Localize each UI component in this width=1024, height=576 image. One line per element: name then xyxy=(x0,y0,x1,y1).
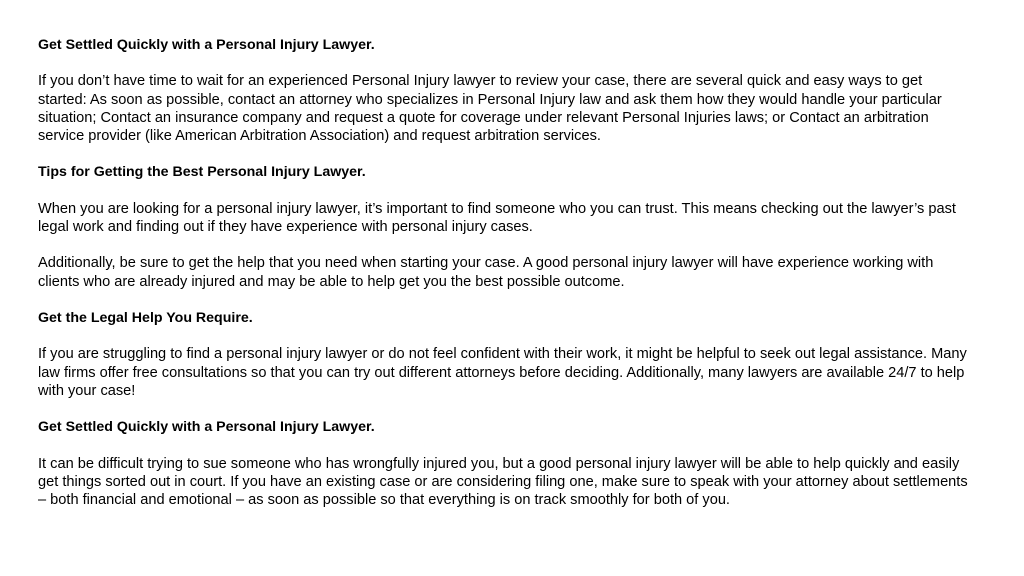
paragraph: It can be difficult trying to sue someone who has wrongfully injured you, but a good personal injury lawyer will be able to help quickly and easily get things sorted out in court. If you have an existing case or are considering filing one, make sure to speak with your attorney about settlements – both financial and emotional – as soon as possible so that everything is on track smoothly for both of you. xyxy=(38,455,968,508)
section-heading: Tips for Getting the Best Personal Injury Lawyer. xyxy=(38,164,366,181)
section-heading: Get the Legal Help You Require. xyxy=(38,309,253,326)
paragraph: Additionally, be sure to get the help that you need when starting your case. A good personal injury lawyer will have experience working with clients who are already injured and may be able to help get you the best possible outcome. xyxy=(38,255,934,290)
document-body xyxy=(38,36,968,527)
section-heading: Get Settled Quickly with a Personal Injury Lawyer. xyxy=(38,37,375,53)
section-heading: Get Settled Quickly with a Personal Injury Lawyer. xyxy=(38,419,375,436)
paragraph: If you don’t have time to wait for an experienced Personal Injury lawyer to review your case, there are several quick and easy ways to get started: As soon as possible, contact an attorney who specializes in Personal Injury law and ask them how they would handle your particular situation; Contact an insurance company and request a quote for coverage under relevant Personal Injuries laws; or Contact an arbitration service provider (like American Arbitration Association) and request arbitration services. xyxy=(38,73,942,144)
paragraph: If you are struggling to find a personal injury lawyer or do not feel confident with their work, it might be helpful to seek out legal assistance. Many law firms offer free consultations so that you can try out different attorneys before deciding. Additionally, many lawyers are available 24/7 to help with your case! xyxy=(38,346,967,399)
paragraph: When you are looking for a personal injury lawyer, it’s important to find someone who you can trust. This means checking out the lawyer’s past legal work and finding out if they have experience with personal injury cases. xyxy=(38,200,956,235)
